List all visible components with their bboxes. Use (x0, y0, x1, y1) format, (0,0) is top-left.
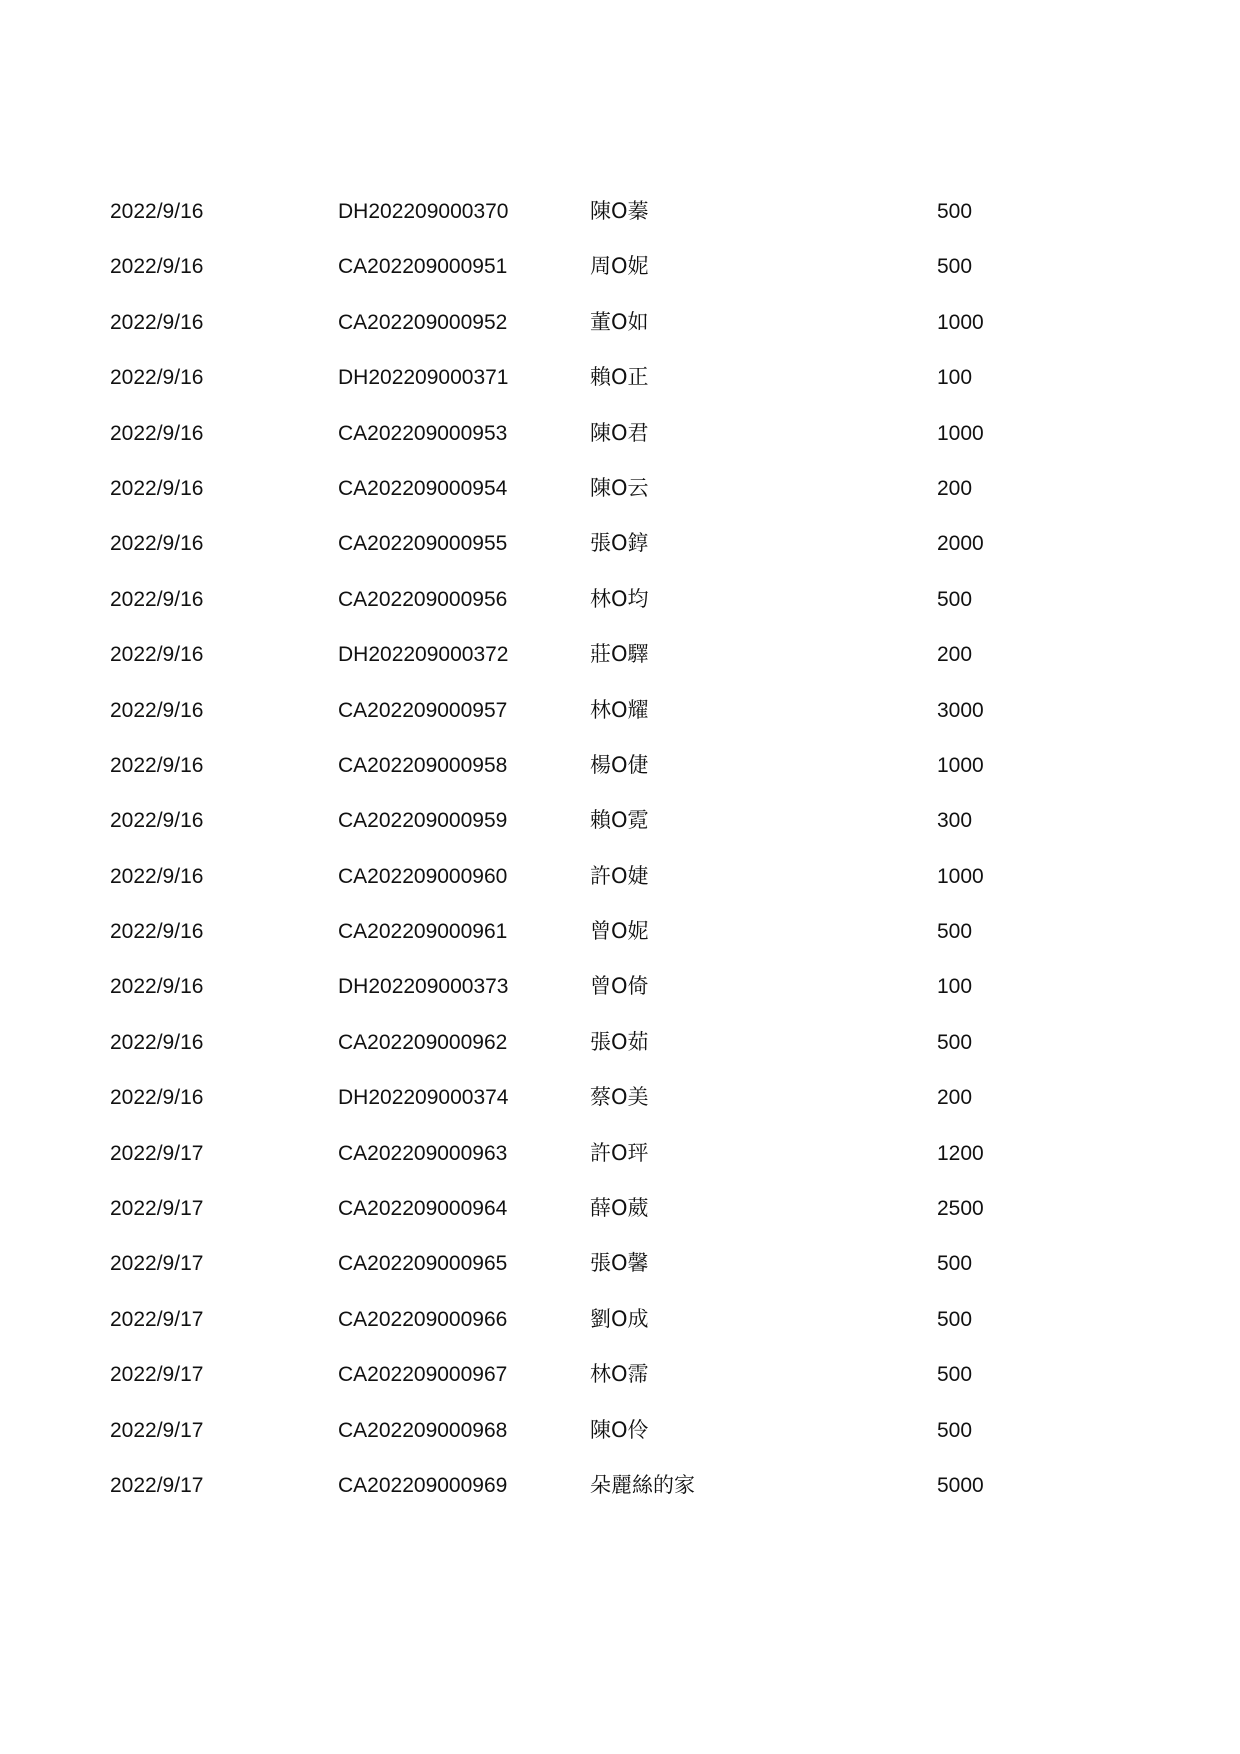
table-row (110, 1347, 1110, 1402)
amount-cell: 500 (937, 255, 973, 279)
table-row (110, 1236, 1110, 1291)
receipt-id-cell: CA202209000953 (338, 421, 508, 445)
receipt-id-cell: DH202209000373 (338, 975, 509, 999)
date-cell: 2022/9/16 (110, 421, 204, 445)
table-row (110, 350, 1110, 405)
amount-cell: 100 (937, 975, 973, 999)
table-row (110, 1458, 1110, 1513)
date-cell: 2022/9/17 (110, 1418, 204, 1442)
amount-cell: 200 (937, 1086, 973, 1110)
donor-name-cell: 林O均 (590, 586, 649, 611)
table-row (110, 627, 1110, 682)
amount-cell: 300 (937, 809, 973, 833)
table-row (110, 1015, 1110, 1070)
receipt-id-cell: CA202209000960 (338, 864, 508, 888)
amount-cell: 500 (937, 587, 973, 611)
amount-cell: 500 (937, 1363, 973, 1387)
table-row (110, 1181, 1110, 1236)
table-row (110, 461, 1110, 516)
donor-name-cell: 許O玶 (590, 1140, 649, 1165)
amount-cell: 2500 (937, 1197, 984, 1221)
receipt-id-cell: CA202209000967 (338, 1363, 508, 1387)
amount-cell: 100 (937, 366, 973, 390)
date-cell: 2022/9/16 (110, 809, 204, 833)
amount-cell: 1000 (937, 421, 984, 445)
date-cell: 2022/9/16 (110, 1086, 204, 1110)
donor-name-cell: 張O錞 (590, 531, 649, 556)
amount-cell: 1000 (937, 753, 984, 777)
receipt-id-cell: CA202209000954 (338, 476, 508, 500)
receipt-id-cell: CA202209000966 (338, 1307, 508, 1331)
table-row (110, 849, 1110, 904)
donor-name-cell: 曾O妮 (590, 919, 649, 944)
donor-name-cell: 賴O正 (590, 365, 649, 390)
donor-name-cell: 莊O驛 (590, 642, 649, 667)
table-row (110, 1126, 1110, 1181)
receipt-id-cell: CA202209000959 (338, 809, 508, 833)
table-row (110, 904, 1110, 959)
donor-name-cell: 蔡O美 (590, 1085, 649, 1110)
receipt-id-cell: DH202209000371 (338, 366, 509, 390)
table-row (110, 793, 1110, 848)
date-cell: 2022/9/16 (110, 975, 204, 999)
receipt-id-cell: CA202209000969 (338, 1473, 508, 1497)
donor-name-cell: 楊O倢 (590, 752, 649, 777)
donor-name-cell: 陳O蓁 (590, 199, 649, 223)
date-cell: 2022/9/16 (110, 698, 204, 722)
receipt-id-cell: CA202209000965 (338, 1252, 508, 1276)
donor-name-cell: 林O耀 (590, 697, 649, 722)
date-cell: 2022/9/16 (110, 864, 204, 888)
receipt-id-cell: CA202209000964 (338, 1197, 508, 1221)
amount-cell: 500 (937, 1030, 973, 1054)
table-row (110, 516, 1110, 571)
date-cell: 2022/9/17 (110, 1197, 204, 1221)
date-cell: 2022/9/17 (110, 1473, 204, 1497)
receipt-id-cell: CA202209000955 (338, 532, 508, 556)
date-cell: 2022/9/17 (110, 1363, 204, 1387)
amount-cell: 1200 (937, 1141, 984, 1165)
donor-name-cell: 陳O君 (590, 420, 649, 445)
date-cell: 2022/9/17 (110, 1252, 204, 1276)
donor-name-cell: 劉O成 (590, 1306, 649, 1331)
table-row (110, 239, 1110, 294)
table-row (110, 572, 1110, 627)
date-cell: 2022/9/16 (110, 476, 204, 500)
amount-cell: 200 (937, 476, 973, 500)
donor-name-cell: 張O茹 (590, 1029, 649, 1054)
receipt-id-cell: DH202209000374 (338, 1086, 509, 1110)
donor-name-cell: 陳O云 (590, 475, 649, 500)
date-cell: 2022/9/16 (110, 532, 204, 556)
receipt-id-cell: DH202209000372 (338, 643, 509, 667)
amount-cell: 200 (937, 643, 973, 667)
donor-name-cell: 張O馨 (590, 1251, 649, 1276)
receipt-id-cell: CA202209000958 (338, 753, 508, 777)
amount-cell: 2000 (937, 532, 984, 556)
date-cell: 2022/9/16 (110, 753, 204, 777)
table-row (110, 184, 1110, 239)
amount-cell: 500 (937, 920, 973, 944)
amount-cell: 500 (937, 1418, 973, 1442)
donor-name-cell: 賴O霓 (590, 808, 649, 833)
amount-cell: 1000 (937, 310, 984, 334)
date-cell: 2022/9/16 (110, 1030, 204, 1054)
receipt-id-cell: CA202209000961 (338, 920, 508, 944)
receipt-id-cell: CA202209000957 (338, 698, 508, 722)
donation-table (110, 199, 1110, 1513)
table-row (110, 1070, 1110, 1125)
table-row (110, 406, 1110, 461)
donor-name-cell: 朵麗絲的家 (590, 1472, 695, 1497)
receipt-id-cell: CA202209000968 (338, 1418, 508, 1442)
donor-name-cell: 陳O伶 (590, 1417, 649, 1442)
amount-cell: 5000 (937, 1473, 984, 1497)
date-cell: 2022/9/16 (110, 200, 204, 223)
date-cell: 2022/9/16 (110, 310, 204, 334)
receipt-id-cell: CA202209000963 (338, 1141, 508, 1165)
receipt-id-cell: CA202209000952 (338, 310, 508, 334)
receipt-id-cell: CA202209000962 (338, 1030, 508, 1054)
date-cell: 2022/9/17 (110, 1307, 204, 1331)
amount-cell: 500 (937, 1252, 973, 1276)
donor-name-cell: 周O妮 (590, 254, 649, 279)
donor-name-cell: 林O霈 (590, 1362, 649, 1387)
date-cell: 2022/9/16 (110, 920, 204, 944)
date-cell: 2022/9/16 (110, 643, 204, 667)
date-cell: 2022/9/16 (110, 255, 204, 279)
table-row (110, 295, 1110, 350)
table-row (110, 1403, 1110, 1458)
table-row (110, 959, 1110, 1014)
table-row (110, 1292, 1110, 1347)
table-row (110, 738, 1110, 793)
date-cell: 2022/9/16 (110, 587, 204, 611)
table-row (110, 683, 1110, 738)
amount-cell: 500 (937, 200, 973, 223)
amount-cell: 500 (937, 1307, 973, 1331)
receipt-id-cell: DH202209000370 (338, 200, 509, 223)
amount-cell: 3000 (937, 698, 984, 722)
donor-name-cell: 曾O倚 (590, 974, 649, 999)
receipt-id-cell: CA202209000956 (338, 587, 508, 611)
donor-name-cell: 薛O葳 (590, 1196, 649, 1221)
date-cell: 2022/9/17 (110, 1141, 204, 1165)
amount-cell: 1000 (937, 864, 984, 888)
donor-name-cell: 董O如 (590, 309, 649, 334)
donor-name-cell: 許O婕 (590, 863, 649, 888)
date-cell: 2022/9/16 (110, 366, 204, 390)
receipt-id-cell: CA202209000951 (338, 255, 508, 279)
